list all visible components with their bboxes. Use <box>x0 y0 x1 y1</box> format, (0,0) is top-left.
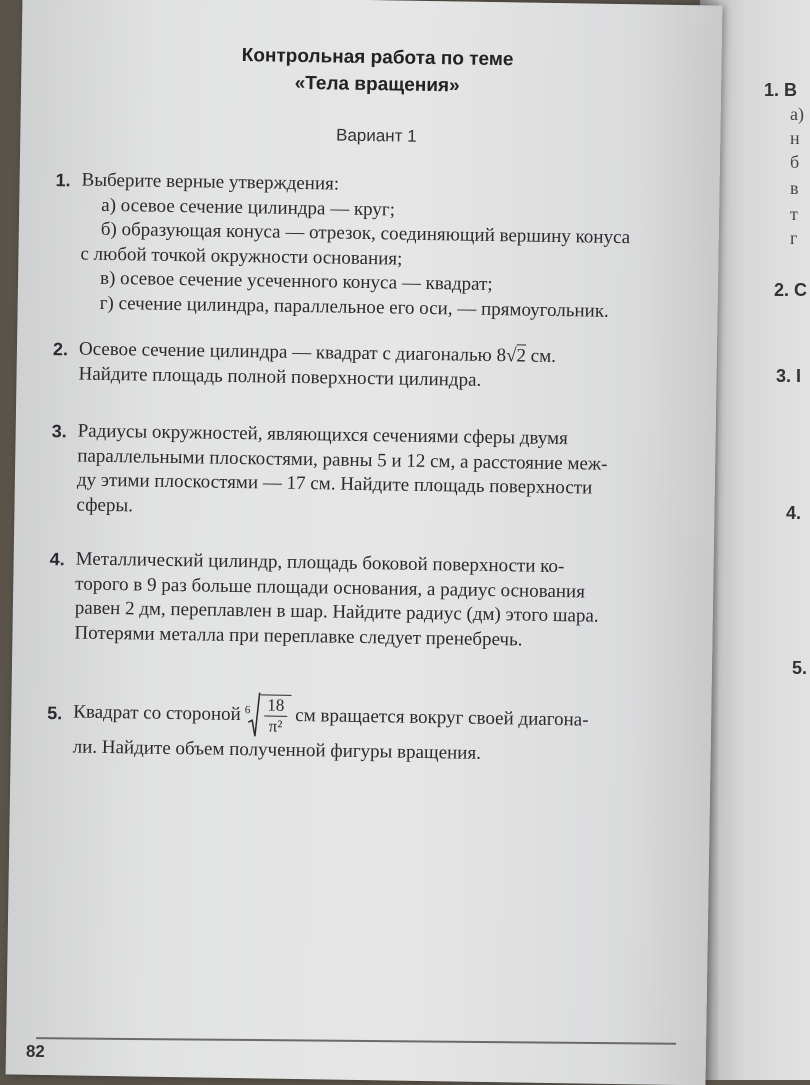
right-page-letter: г <box>790 228 798 248</box>
task-text: Потерями металла при переплавке следует пренебречь. <box>74 621 523 651</box>
task-text-part: Квадрат со стороной <box>73 701 241 725</box>
right-page-item-2: 2. С <box>774 280 808 300</box>
right-page-item-4: 4. <box>786 503 802 523</box>
task-number: 5. <box>47 703 63 724</box>
task-5 <box>47 689 658 769</box>
task-text: ли. Найдите объем полученной фигуры вращения. <box>72 736 482 764</box>
title-line-1: Контрольная работа по теме <box>241 45 514 71</box>
footer-rule <box>36 1037 676 1045</box>
option-b-continued: с любой точкой окружности основания; <box>80 243 403 270</box>
task-text: Найдите площадь полной поверхности цилиндра. <box>78 362 482 391</box>
task-text: Выберите верные утверждения: <box>81 169 340 195</box>
page-title <box>57 39 698 103</box>
right-page-letter: н <box>790 128 800 148</box>
variant-heading: Вариант 1 <box>335 125 417 146</box>
option-a: а) осевое сечение цилиндра — круг; <box>101 194 396 220</box>
title-line-2: «Тела вращения» <box>294 72 460 97</box>
sqrt-symbol: √ <box>505 345 517 367</box>
root-index: 6 <box>244 704 251 717</box>
task-text: ду этими плоскостями — 17 см. Найдите площадь поверхности <box>76 469 593 499</box>
sqrt-radicand: 2 <box>516 345 527 367</box>
option-c: в) осевое сечение усеченного конуса — квадрат; <box>99 267 493 295</box>
page-content <box>47 0 699 764</box>
fraction-denominator: π² <box>268 716 283 736</box>
task-3 <box>50 419 661 527</box>
task-2 <box>52 337 663 396</box>
option-b: б) образующая конуса — отрезок, соединяющий вершину конуса <box>100 218 631 249</box>
right-page-letter: т <box>790 204 798 224</box>
task-text: сферы. <box>76 493 134 516</box>
right-page-item-5: 5. <box>792 658 808 678</box>
task-text: Металлический цилиндр, площадь боковой поверхности ко- <box>75 548 565 578</box>
fraction-numerator: 18 <box>264 695 287 716</box>
task-text: торого в 9 раз больше площади основания, а радиус основания <box>75 572 586 602</box>
task-text-part: Осевое сечение цилиндра — квадрат с диагональю 8 <box>78 338 507 367</box>
right-page-letter: б <box>790 152 800 172</box>
task-number: 3. <box>51 421 67 442</box>
task-text: равен 2 дм, переплавлен в шар. Найдите радиус (дм) этого шара. <box>74 597 599 627</box>
right-page-item-1: 1. В <box>764 80 798 100</box>
task-text: параллельными плоскостями, равны 5 и 12 см, а расстояние меж- <box>77 444 608 475</box>
right-page-letter: в <box>790 178 799 198</box>
fraction <box>260 694 292 736</box>
task-number: 4. <box>49 549 65 570</box>
worksheet-page <box>6 0 723 1085</box>
radical-sign-icon <box>248 692 261 738</box>
task-text: Радиусы окружностей, являющихся сечениями сферы двумя <box>77 420 569 450</box>
task-number: 2. <box>52 339 69 360</box>
task-4 <box>48 547 659 655</box>
task-number: 1. <box>55 170 71 191</box>
right-page-item-3: 3. I <box>776 366 802 386</box>
sixth-root <box>244 692 291 739</box>
option-d: г) сечение цилиндра, параллельное его оси, — прямоугольник. <box>99 292 609 322</box>
right-page-letter: а) <box>790 104 804 124</box>
task-text-part: см вращается вокруг своей диагона- <box>295 704 589 731</box>
task-text-part: см. <box>525 345 557 367</box>
task-1 <box>53 168 665 325</box>
page-number: 82 <box>25 1041 45 1062</box>
